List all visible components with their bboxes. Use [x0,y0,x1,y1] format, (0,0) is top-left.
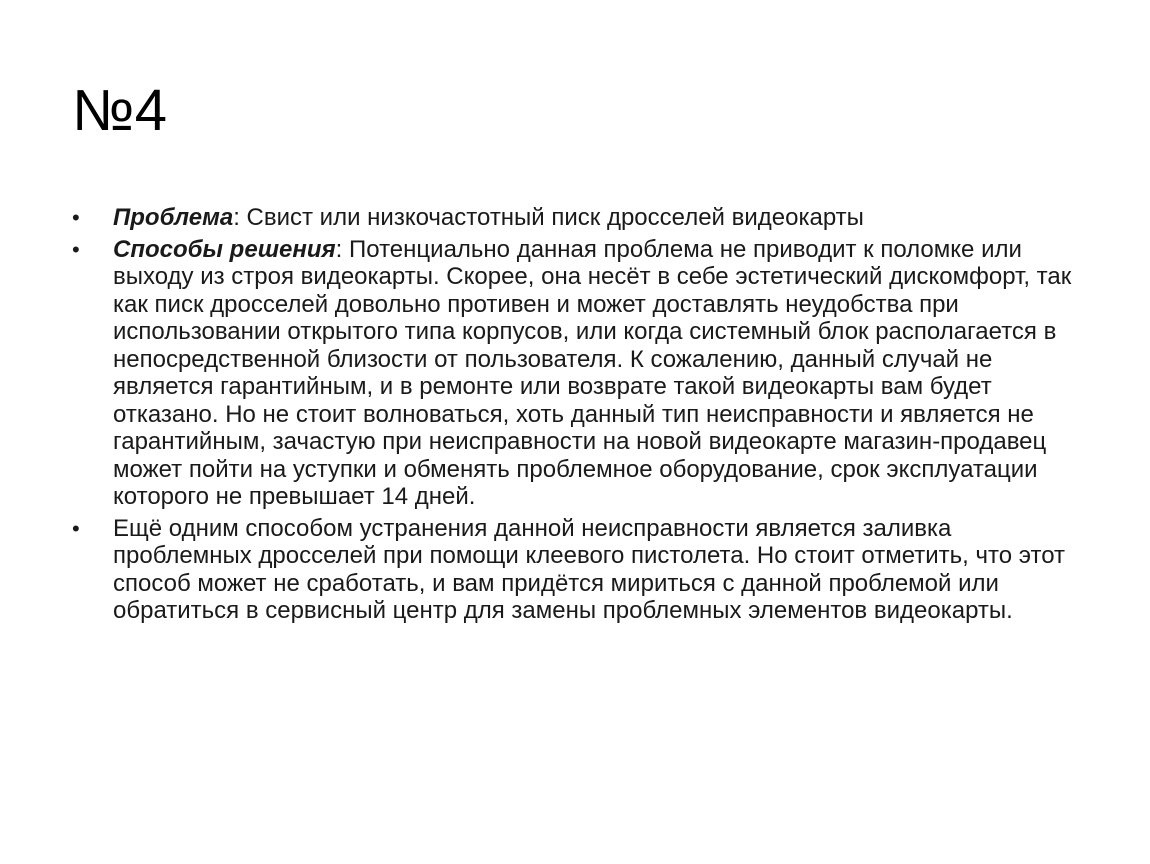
bullet-problem [72,204,1082,232]
slide-title: №4 [72,78,168,143]
problem-text: Свист или низкочастотный писк дросселей видеокарты [246,204,864,231]
bullet-marker: • [72,205,80,230]
bullet-solutions [72,236,1082,511]
bullet-alternative [72,515,1082,625]
term-separator: : [335,235,350,263]
solutions-text: Потенциально данная проблема не приводит к поломке или выходу из строя видеокарты. Скорее, она несёт в себе эстетический дискомфорт, так как писк дросселей довольно противен и может доставлять неудобства при использовании открытого типа корпусов, или когда системный блок располагается в непосредственной близости от пользователя. К сожалению, данный случай не является гарантийным, и в ремонте или возврате такой видеокарты вам будет отказано. Но не стоит волноваться, хоть данный тип неисправности и является не гарантийным, зачастую при неисправности на новой видеокарте магазин-продавец может пойти на уступки и обменять проблемное оборудование, срок эксплуатации которого не превышает 14 дней. [113,235,1072,510]
term-solutions: Способы решения [113,235,336,263]
bullet-marker: • [72,236,80,262]
term-separator: : [233,204,247,231]
term-problem: Проблема [113,204,234,231]
bullet-marker: • [72,515,80,541]
alternative-text: Ещё одним способом устранения данной неисправности является заливка проблемных дросселей при помощи клеевого пистолета. Но стоит отметить, что этот способ может не сработать, и вам придётся мириться с данной проблемой или обратиться в сервисный центр для замены проблемных элементов видеокарты. [113,514,1066,624]
bullet-list [72,204,1082,629]
